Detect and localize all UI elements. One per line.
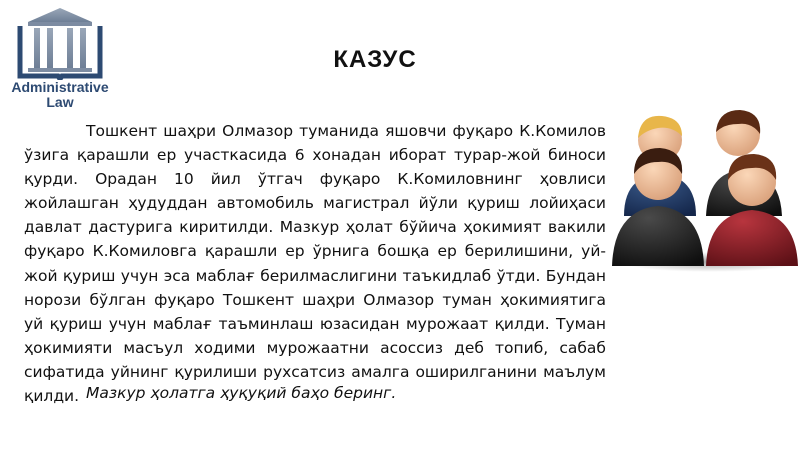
case-question: Мазкур ҳолатга ҳуқуқий баҳо беринг. [86, 384, 397, 402]
case-text: Тошкент шаҳри Олмазор туманида яшовчи фуқаро К.Комилов ўзига қарашли ер участкасида 6 хонадан иборат турар-жой биноси қурди. Орадан 10 йил ўтгач фуқаро К.Комиловнинг ҳовлиси жойлашган ҳудуддан автомобиль магистрал йўли қуриш лойиҳаси давлат дастурига киритилди. Мазкур ҳолат бўйича ҳокимият вакили фуқаро К.Комиловга қарашли ер ўрнига бошқа ер берилишини, уй-жой қуриш учун эса маблағ берилмаслигини таъкидлаб ўтди. Бундан норози бўлган фуқаро Тошкент шаҳри Олмазор туман ҳокимиятига уй қуриш учун маблағ таъминлаш юзасидан мурожаат қилди. Туман ҳокимияти масъул ходими мурожаатни асоссиз деб топиб, сабаб сифатида уйнинг қурилиши рухсатсиз амалга оширилганини маълум қилди. [24, 122, 606, 406]
logo-text-line2: Law [46, 94, 74, 110]
courthouse-icon [10, 6, 110, 80]
people-group-icon [610, 104, 800, 274]
logo-text-line1: Administrative [11, 79, 109, 95]
administrative-law-logo [10, 6, 110, 110]
slide-title: КАЗУС [333, 46, 417, 73]
